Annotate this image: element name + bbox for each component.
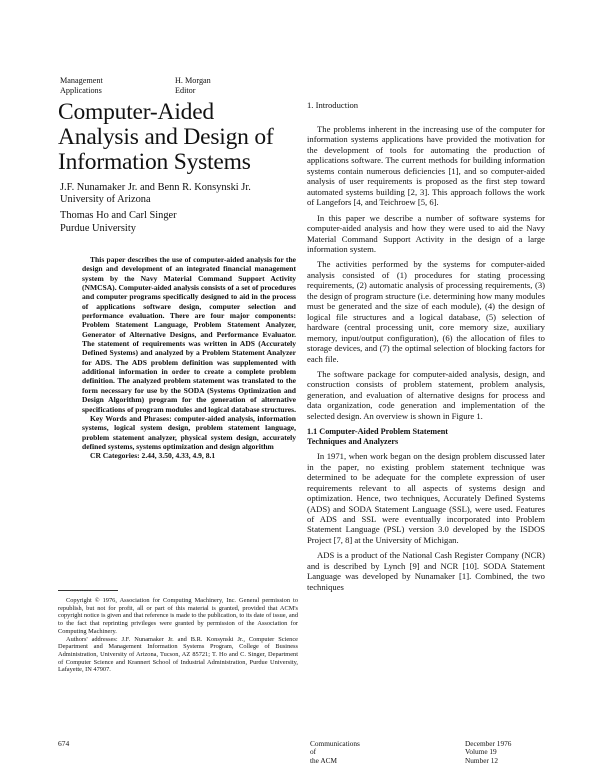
copyright-notice: Copyright © 1976, Association for Computing Machinery, Inc. General permission to republish, but not for profit, all or part of this material is granted, provided that ACM's copyright notice is given and that reference is made to the publication, to its date of issue, and to the fact that reprinting privileges were granted by permission of the Association for Computing Machinery.	[58, 597, 298, 635]
author-addresses: Authors' addresses: J.F. Nunamaker Jr. and B.R. Konsynski Jr., Computer Science Department and Management Information Systems Program, College of Business Administration, University of Arizona, Tucson, AZ 85721; T. Ho and C. Singer, Department of Computer Science and Krannert School of Industrial Administration, Purdue University, Lafayette, IN 47907.	[58, 635, 298, 674]
department-label	[60, 76, 170, 96]
body-paragraph: In this paper we describe a number of software systems for computer-aided analysis and how they were used to aid the Navy Material Command Support Activity in the design of a large information system.	[307, 212, 545, 254]
issue-info	[465, 740, 545, 765]
author-names-2: Thomas Ho and Carl Singer	[60, 210, 177, 222]
paper-title: Computer-Aided Analysis and Design of Information Systems	[58, 99, 274, 175]
author-names-1: J.F. Nunamaker Jr. and Benn R. Konsynski Jr.	[60, 182, 251, 193]
journal-line-2: of	[310, 747, 317, 757]
abstract-categories: CR Categories: 2.44, 3.50, 4.33, 4.9, 8.1	[90, 451, 216, 461]
issue-volume: Volume 19	[465, 747, 497, 757]
abstract	[82, 255, 296, 461]
subsection-heading-line-1: 1.1 Computer-Aided Problem Statement	[307, 427, 448, 437]
author-affiliation-2: Purdue University	[60, 222, 136, 234]
body-paragraph: The problems inherent in the increasing use of the computer for information systems applications have provided the motivation for the development of tools for automating the production of applications software. The current methods for building information systems contain numerous deficiencies [1], and so computer-aided analysis of user requirements is proposed as the first step toward automated systems building [2, 3]. This approach follows the work of Langefors [4, and Teichroew [5, 6].	[307, 124, 545, 208]
body-paragraph: The software package for computer-aided analysis, design, and construction consists of problem statement, problem analysis, generation, and evaluation of alternative designs for process and data organization, code generation and implementation of the selected design. An overview is shown in Figure 1.	[307, 368, 545, 421]
editor-line-2: Editor	[175, 86, 196, 95]
journal-name	[310, 740, 390, 765]
body-paragraph: ADS is a product of the National Cash Register Company (NCR) and is described by Lynch [9] and NCR [10]. SODA Statement Language was developed by Nunamaker [1]. Combined, the two techniques	[307, 550, 545, 592]
body-paragraph: The activities performed by the systems for computer-aided analysis consisted of (1) procedures for stating processing requirements, (2) automatic analysis of processing requirements, (3) the design of program structure (i.e. determining how many modules must be generated and the size of each module), (4) the design of logical file structures and a logical database, (5) selection of hardware (central processing unit, core memory size, auxiliary memory, input/output configuration), (6) the allocation of files to storage devices, and (7) the optimal selection of blocking factors for each file.	[307, 259, 545, 364]
journal-line-1: Communications	[310, 739, 360, 748]
editor-label	[175, 76, 285, 96]
author-affiliation-1: University of Arizona	[60, 194, 151, 206]
department-line-1: Management	[60, 76, 103, 85]
subsection-heading	[307, 427, 545, 447]
abstract-body: This paper describes the use of computer-aided analysis for the design and development of an integrated financial management system by the Navy Material Command Support Activity (NMCSA). Computer-aided analysis consists of a set of procedures and computer programs specifically designed to aid in the process of applications software design, computer selection and performance evaluation. There are four major components: Problem Statement Language, Problem Statement Analyzer, Generator of Alternative Designs, and Performance Evaluator. The statement of requirements was written in ADS (Accurately Defined Systems) and analyzed by a Problem Statement Analyzer for ADS. The ADS problem definition was supplemented with additional information in order to create a complete problem definition. The analyzed problem statement was translated to the form necessary for use by the SODA (Systems Optimization and Design Algorithm) program for the generation of alternative specifications of program modules and logical database structures.	[82, 255, 296, 414]
section-heading-introduction: 1. Introduction	[307, 100, 359, 110]
body-paragraph: In 1971, when work began on the design problem discussed later in the paper, no existing problem statement technique was determined to be adequate for the complete expression of user requirements relevant to all aspects of systems design and optimization. Hence, two techniques, Accurately Defined Systems (ADS) and SODA Statement Language (SSL), were used. Features of ADS and SSL were eventually incorporated into Problem Statement Language (PSL) version 3.0 developed by the ISDOS Project [7, 8] at the University of Michigan.	[307, 451, 545, 545]
author-block	[60, 182, 300, 235]
copyright-footnote	[58, 597, 298, 674]
footnote-rule	[58, 590, 118, 591]
page-number: 674	[58, 739, 70, 748]
journal-line-3: the ACM	[310, 755, 337, 765]
body-column	[307, 100, 545, 597]
department-line-2: Applications	[60, 86, 102, 95]
subsection-heading-line-2: Techniques and Analyzers	[307, 437, 399, 447]
issue-number: Number 12	[465, 755, 499, 765]
editor-line-1: H. Morgan	[175, 76, 211, 85]
issue-date: December 1976	[465, 739, 512, 748]
abstract-keywords: Key Words and Phrases: computer-aided analysis, information systems, logical system design, problem statement language, problem statement analyzer, physical system design, accurately defined systems, systems optimization and design algorithm	[82, 413, 296, 451]
